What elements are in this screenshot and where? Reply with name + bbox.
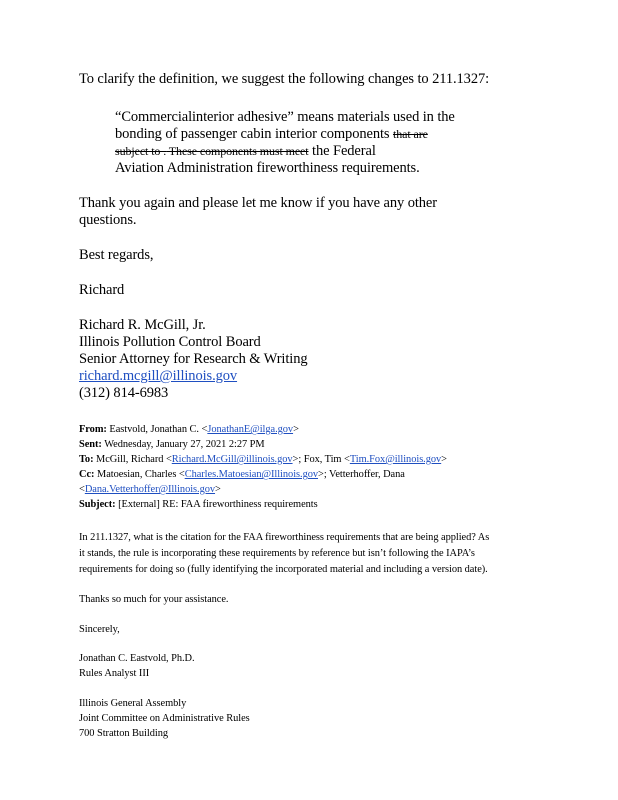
closing-text: Best regards,	[79, 247, 154, 263]
signature-email-link[interactable]: richard.mcgill@illinois.gov	[79, 368, 238, 384]
body-paragraph-2: Thanks so much for your assistance.	[79, 594, 229, 605]
sender-signature-committee: Joint Committee on Administrative Rules	[79, 713, 250, 724]
subject-label: Subject:	[79, 499, 116, 510]
to-email-link-1[interactable]: Richard.McGill@illinois.gov	[171, 454, 293, 465]
sender-signature-building: 700 Stratton Building	[79, 728, 169, 739]
from-label: From:	[79, 424, 107, 435]
quote-line-4: Aviation Administration fireworthiness requirements.	[115, 160, 420, 176]
signature-name: Richard R. McGill, Jr.	[79, 317, 206, 333]
body-paragraph-1-line-2: it stands, the rule is incorporating these requirements by reference but isn’t following the IAPA’s	[79, 548, 475, 559]
struck-text: that are	[392, 127, 428, 141]
cc-email-link-1[interactable]: Charles.Matoesian@Illinois.gov	[184, 469, 319, 480]
quote-line-3	[115, 143, 376, 161]
cc-label: Cc:	[79, 469, 95, 480]
to-end: >	[441, 454, 447, 465]
cc-line2-end: >	[215, 484, 221, 495]
signature-org: Illinois Pollution Control Board	[79, 334, 261, 350]
header-sent	[79, 437, 265, 452]
quote-line-2-text: bonding of passenger cabin interior components	[115, 126, 393, 142]
cc-mid: >; Vetterhoffer, Dana	[318, 469, 405, 480]
header-from	[79, 422, 299, 437]
signature-phone: (312) 814-6983	[79, 385, 169, 401]
quote-line-1: “Commercialinterior adhesive” means materials used in the	[115, 109, 455, 125]
to-label: To:	[79, 454, 94, 465]
thanks-line-1: Thank you again and please let me know if you have any other	[79, 195, 437, 211]
cc-email-link-2[interactable]: Dana.Vetterhoffer@Illinois.gov	[84, 484, 216, 495]
sent-value: Wednesday, January 27, 2021 2:27 PM	[104, 439, 265, 450]
cc-name: Matoesian, Charles <	[97, 469, 185, 480]
sender-signature-title: Rules Analyst III	[79, 668, 150, 679]
header-subject	[79, 497, 318, 512]
from-end: >	[293, 424, 299, 435]
body-paragraph-3: Sincerely,	[79, 624, 120, 635]
sent-label: Sent:	[79, 439, 102, 450]
from-email-link[interactable]: JonathanE@ilga.gov	[207, 424, 294, 435]
subject-value: [External] RE: FAA fireworthiness requirements	[118, 499, 318, 510]
header-to	[79, 452, 447, 467]
signature-title: Senior Attorney for Research & Writing	[79, 351, 308, 367]
sender-signature-name: Jonathan C. Eastvold, Ph.D.	[79, 653, 195, 664]
cc-line2-start: <	[79, 484, 85, 495]
sender-signature-org: Illinois General Assembly	[79, 698, 187, 709]
to-email-link-2[interactable]: Tim.Fox@illinois.gov	[349, 454, 442, 465]
body-paragraph-1-line-1: In 211.1327, what is the citation for the FAA fireworthiness requirements that are being applied? As	[79, 532, 490, 543]
quote-line-2	[115, 126, 428, 144]
intro-text: To clarify the definition, we suggest the following changes to 211.1327:	[79, 71, 490, 87]
header-cc	[79, 467, 405, 482]
first-name: Richard	[79, 282, 125, 298]
to-name: McGill, Richard <	[96, 454, 172, 465]
struck-text: subject to .	[115, 144, 167, 158]
thanks-line-2: questions.	[79, 212, 137, 228]
body-paragraph-1-line-3: requirements for doing so (fully identifying the incorporated material and including a version date).	[79, 564, 488, 575]
from-name: Eastvold, Jonathan C. <	[109, 424, 208, 435]
quote-line-3-text: the Federal	[308, 143, 376, 159]
to-mid: >; Fox, Tim <	[292, 454, 350, 465]
header-cc-line-2	[79, 482, 221, 497]
struck-text: These components must meet	[166, 144, 309, 158]
